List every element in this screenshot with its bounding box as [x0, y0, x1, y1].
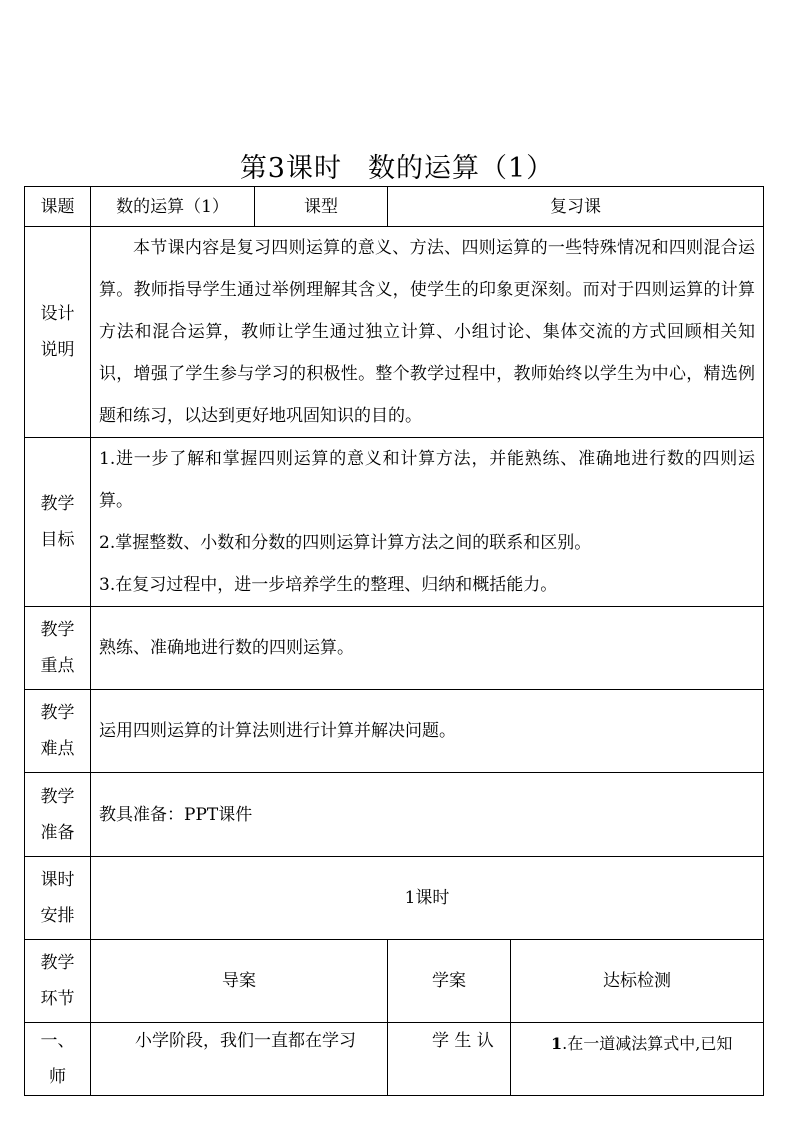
row-goals [25, 438, 764, 607]
design-text: 本节课内容是复习四则运算的意义、方法、四则运算的一些特殊情况和四则混合运算。教师指导学生通过举例理解其含义，使学生的印象更深刻。而对于四则运算的计算方法和混合运算，教师让学生通过独立计算、小组讨论、集体交流的方式回顾相关知识，增强了学生参与学习的积极性。整个教学过程中，教师始终以学生为中心，精选例题和练习，以达到更好地巩固知识的目的。 [99, 238, 756, 426]
lesson-topic: 数的运算（1） [368, 153, 555, 184]
goals-content [91, 438, 764, 607]
lesson-number: 第3课时 [239, 153, 342, 184]
section-label-line2: 环节 [40, 989, 75, 1009]
prep-label [25, 773, 91, 857]
design-label-line1: 设计 [40, 304, 75, 324]
section-label [25, 940, 91, 1023]
first-stage-check [511, 1023, 764, 1096]
difficulty-label [25, 690, 91, 773]
schedule-label [25, 857, 91, 940]
schedule-label-line2: 安排 [40, 906, 75, 926]
difficulty-label-line1: 教学 [40, 703, 75, 723]
lesson-type-value: 复习课 [388, 187, 764, 227]
topic-label: 课题 [25, 187, 91, 227]
row-schedule [25, 857, 764, 940]
first-stage-guide: 小学阶段，我们一直都在学习 [91, 1023, 388, 1096]
check-item-text: .在一道减法算式中,已知 [562, 1034, 733, 1053]
check-item-number: 1 [551, 1034, 563, 1053]
design-label [25, 227, 91, 438]
row-difficulty [25, 690, 764, 773]
prep-label-line1: 教学 [40, 786, 75, 807]
goals-label-line2: 目标 [40, 530, 75, 550]
goals-label-line1: 教学 [40, 494, 75, 514]
key-content: 熟练、准确地进行数的四则运算。 [91, 607, 764, 690]
row-topic [25, 187, 764, 227]
difficulty-content: 运用四则运算的计算法则进行计算并解决问题。 [91, 690, 764, 773]
lesson-type-label: 课型 [255, 187, 388, 227]
row-design [25, 227, 764, 438]
goals-label [25, 438, 91, 607]
col-study-header: 学案 [388, 940, 511, 1023]
row-section-header [25, 940, 764, 1023]
key-label-line1: 教学 [40, 620, 75, 640]
design-label-line2: 说明 [40, 340, 75, 360]
section-label-line1: 教学 [40, 953, 75, 973]
row-first-stage [25, 1023, 764, 1096]
design-content [91, 227, 764, 438]
first-stage-label: 一、师 [25, 1023, 91, 1096]
topic-value: 数的运算（1） [91, 187, 255, 227]
goal-item-1: 1.进一步了解和掌握四则运算的意义和计算方法，并能熟练、准确地进行数的四则运算。 [99, 449, 756, 511]
goal-item-2: 2.掌握整数、小数和分数的四则运算计算方法之间的联系和区别。 [99, 533, 592, 553]
row-key-points [25, 607, 764, 690]
col-check-header: 达标检测 [511, 940, 764, 1023]
col-guide-header: 导案 [91, 940, 388, 1023]
first-stage-study: 学 生 认 [388, 1023, 511, 1096]
row-preparation [25, 773, 764, 857]
goal-item-3: 3.在复习过程中，进一步培养学生的整理、归纳和概括能力。 [99, 575, 558, 595]
key-label [25, 607, 91, 690]
difficulty-label-line2: 难点 [40, 739, 75, 759]
schedule-label-line1: 课时 [40, 870, 75, 890]
lesson-plan-table [24, 186, 764, 1096]
prep-content: 教具准备：PPT课件 [91, 773, 764, 857]
prep-label-line2: 准备 [40, 822, 75, 843]
page-title [0, 146, 794, 185]
schedule-content: 1课时 [91, 857, 764, 940]
key-label-line2: 重点 [40, 656, 75, 676]
